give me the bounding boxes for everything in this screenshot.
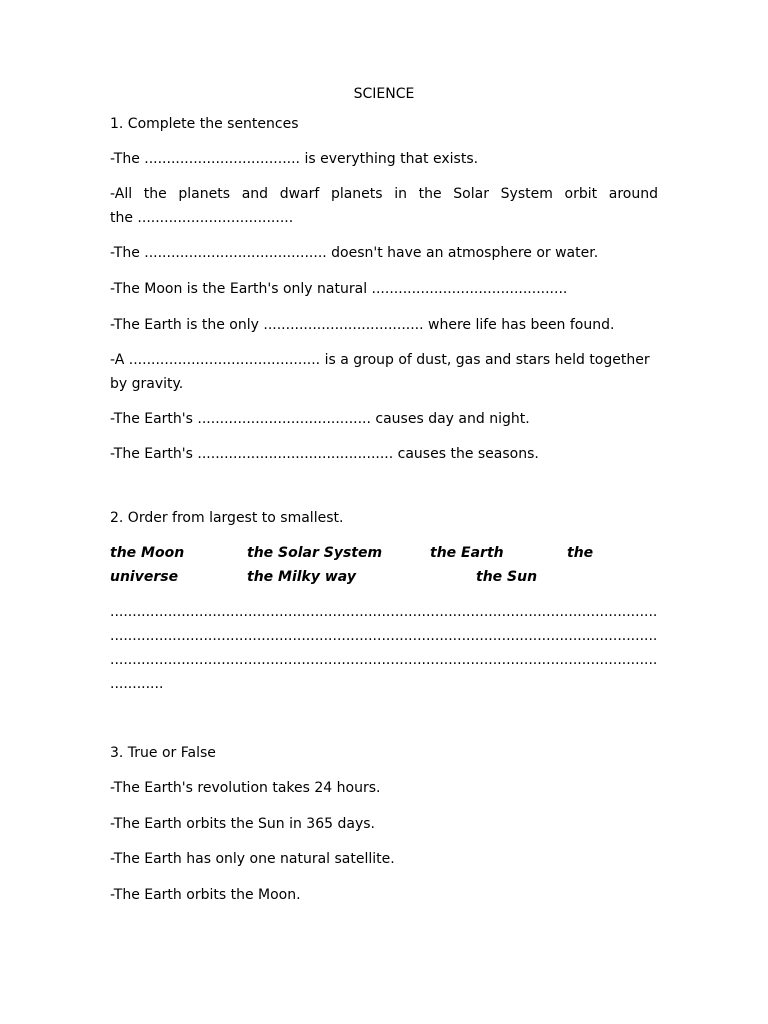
sentence-7: -The Earth's ....................................... causes day and night. <box>110 411 530 427</box>
sentence-6-line-1: -A ........................................... is a group of dust, gas and stars held together <box>110 352 650 368</box>
sentence-2-word: the <box>143 186 167 202</box>
section-1-heading: 1. Complete the sentences <box>110 116 299 132</box>
answer-line: ............ <box>110 676 164 692</box>
sentence-3: -The ......................................... doesn't have an atmosphere or water. <box>110 245 599 261</box>
order-word: the Solar System <box>247 545 383 561</box>
section-2-heading: 2. Order from largest to smallest. <box>110 510 344 526</box>
sentence-2-word: Solar <box>453 186 489 202</box>
sentence-4: -The Moon is the Earth's only natural ............................................ <box>110 281 568 297</box>
sentence-2-word: dwarf <box>279 186 320 202</box>
answer-line: ........................................................................................................................... <box>110 628 658 644</box>
true-false-item: -The Earth orbits the Moon. <box>110 887 301 903</box>
order-word: the Sun <box>476 569 538 585</box>
sentence-2-line-1 <box>110 182 658 206</box>
order-word: the <box>567 545 594 561</box>
sentence-1: -The ................................... is everything that exists. <box>110 151 479 167</box>
true-false-item: -The Earth orbits the Sun in 365 days. <box>110 816 375 832</box>
sentence-2-word: -All <box>110 186 133 202</box>
true-false-item: -The Earth's revolution takes 24 hours. <box>110 780 381 796</box>
sentence-2-word: planets <box>330 186 383 202</box>
sentence-2-word: around <box>608 186 658 202</box>
answer-line: ........................................................................................................................... <box>110 604 658 620</box>
order-word: universe <box>110 569 179 585</box>
sentence-8: -The Earth's ............................................ causes the seasons. <box>110 446 539 462</box>
sentence-2-line-2: the ................................... <box>110 210 294 226</box>
sentence-2-word: planets <box>178 186 231 202</box>
sentence-6-line-2: by gravity. <box>110 376 184 392</box>
sentence-2-word: System <box>500 186 553 202</box>
page-title: SCIENCE <box>353 86 415 102</box>
order-word: the Earth <box>430 545 504 561</box>
sentence-2-word: and <box>241 186 269 202</box>
sentence-5: -The Earth is the only .................................... where life has been found. <box>110 317 615 333</box>
section-3-heading: 3. True or False <box>110 745 216 761</box>
order-word: the Milky way <box>247 569 356 585</box>
sentence-2-word: in <box>394 186 407 202</box>
sentence-2-word: orbit <box>564 186 598 202</box>
answer-line: ........................................................................................................................... <box>110 652 658 668</box>
true-false-item: -The Earth has only one natural satellite. <box>110 851 395 867</box>
order-word: the Moon <box>110 545 185 561</box>
sentence-2-word: the <box>418 186 442 202</box>
